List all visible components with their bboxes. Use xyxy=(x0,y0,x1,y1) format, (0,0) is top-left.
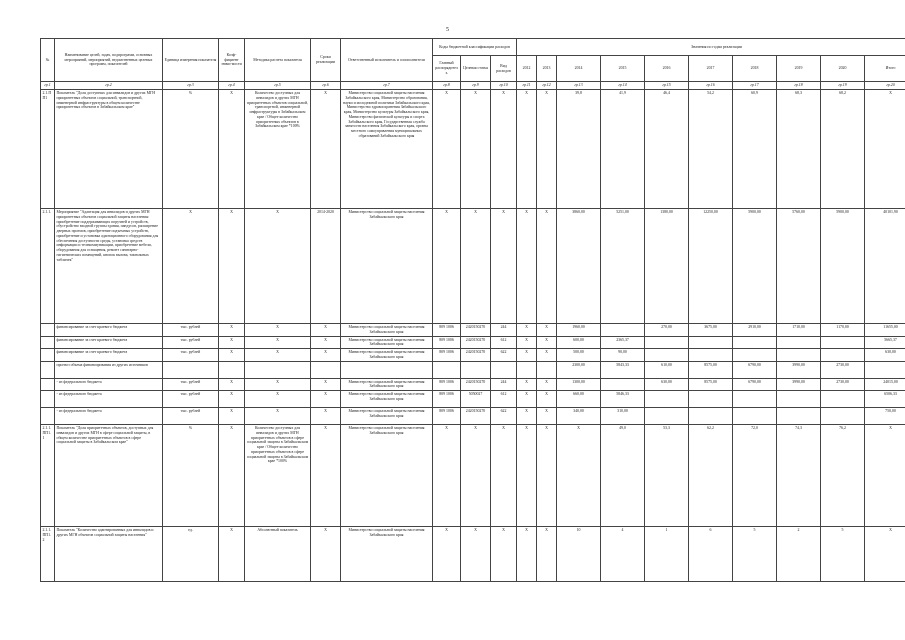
row-unit: тыс. рублей xyxy=(163,378,219,391)
row-coef: Х xyxy=(219,408,245,425)
row-term: Х xyxy=(311,527,341,582)
row-value-2020: 5 xyxy=(821,527,865,582)
row-value-2020: 5900,00 xyxy=(821,209,865,324)
row-method: Количество доступных для инвалидов и других МГН приоритетных объектов в сфере социальной защиты в Забайкальском крае / Общее количество приоритетных объектов в сфере социальной защиты в Забайкальском крае *100% xyxy=(245,425,311,527)
row-budget-type: 244 xyxy=(491,378,517,391)
row-value-2012: Х xyxy=(517,336,537,349)
row-unit: % xyxy=(163,425,219,527)
row-budget-type: 622 xyxy=(491,408,517,425)
row-budget-admin: Х xyxy=(433,425,461,527)
row-total: 40101,90 xyxy=(865,209,905,324)
row-value-2017: 6 xyxy=(689,527,733,582)
header-budget-codes: Коды бюджетной классификации расходов xyxy=(433,39,517,56)
row-value-2018: 5 xyxy=(733,527,777,582)
row-name: Показатель "Доля доступных для инвалидов и других МГН приоритетных объектов социальной, транспортной, инженерной инфраструктуры в общем количестве приоритетных объектов в Забайкальском крае" xyxy=(55,90,163,209)
column-number: гр.14 xyxy=(601,82,645,90)
row-number: 2.1.ПП1 xyxy=(41,90,55,209)
row-value-2015: 41,9 xyxy=(601,90,645,209)
header-coef: Коэф-фициент значи-мости xyxy=(219,39,245,82)
row-budget-target: Х xyxy=(461,527,491,582)
row-executor: Министерство социальной защиты населения Забайкальского края, Министерство образования, науки и молодежной политики Забайкальского края, Министерство здравоохранения Забайкальского края, Министерство культуры Забайкальского края, Министерство физической культуры и спорта Забайкальского края, Государственная служба занятости населения Забайкальского края, органы местного самоуправления муниципальных образований Забайкальского края xyxy=(341,90,433,209)
row-value-2012: Х xyxy=(517,391,537,408)
row-value-2019 xyxy=(777,391,821,408)
column-number: гр.8 xyxy=(433,82,461,90)
column-number: гр.3 xyxy=(163,82,219,90)
row-value-2019: 74,3 xyxy=(777,425,821,527)
row-value-2017 xyxy=(689,391,733,408)
row-value-2015 xyxy=(601,378,645,391)
row-unit: % xyxy=(163,90,219,209)
column-number: гр.4 xyxy=(219,82,245,90)
row-coef: Х xyxy=(219,349,245,362)
column-number: гр.10 xyxy=(491,82,517,90)
row-value-2016: 46,4 xyxy=(645,90,689,209)
column-number: гр.16 xyxy=(689,82,733,90)
row-term: Х xyxy=(311,336,341,349)
column-number: гр.12 xyxy=(537,82,557,90)
row-value-2017 xyxy=(689,349,733,362)
row-budget-target: 2420150270 xyxy=(461,336,491,349)
row-total: 5665,37 xyxy=(865,336,905,349)
header-budget-target: Целевая статья xyxy=(461,56,491,82)
row-unit: тыс. рублей xyxy=(163,336,219,349)
header-year: 2020 xyxy=(821,56,865,82)
row-budget-type: Х xyxy=(491,209,517,324)
row-value-2020: 2730,00 xyxy=(821,378,865,391)
header-year: 2018 xyxy=(733,56,777,82)
row-executor: Министерство социальной защиты населения Забайкальского края xyxy=(341,391,433,408)
row-term: Х xyxy=(311,90,341,209)
row-value-2017: 62,2 xyxy=(689,425,733,527)
row-value-2014: 2300,00 xyxy=(557,361,601,378)
header-year: 2013 xyxy=(537,56,557,82)
row-value-2014: 600,00 xyxy=(557,336,601,349)
row-value-2020: 76,2 xyxy=(821,425,865,527)
header-year: 2017 xyxy=(689,56,733,82)
row-value-2013: Х xyxy=(537,391,557,408)
row-value-2018: 5900,00 xyxy=(733,209,777,324)
row-budget-admin: Х xyxy=(433,527,461,582)
row-budget-target: 5050027 xyxy=(461,391,491,408)
row-budget-admin: 809 1006 xyxy=(433,349,461,362)
header-unit: Единица измерения показателя xyxy=(163,39,219,82)
row-value-2020 xyxy=(821,336,865,349)
row-value-2013: Х xyxy=(537,378,557,391)
funding-row xyxy=(41,378,905,391)
row-value-2012: Х xyxy=(517,90,537,209)
row-method: Х xyxy=(245,209,311,324)
row-budget-type: Х xyxy=(491,527,517,582)
funding-row xyxy=(41,349,905,362)
row-number xyxy=(41,324,55,337)
row-value-2016: 1 xyxy=(645,527,689,582)
row-name: Показатель "Доля приоритетных объектов, доступных для инвалидов и других МГН в сфере социальной защиты, в общем количестве приоритетных объектов в сфере социальной защиты в Забайкальском крае" xyxy=(55,425,163,527)
header-exec: Ответственный исполнитель и соисполнители xyxy=(341,39,433,82)
row-method: Х xyxy=(245,408,311,425)
row-total: 11655,00 xyxy=(865,324,905,337)
row-value-2016: 610,00 xyxy=(645,361,689,378)
header-budget-admin: Главный распорядитель xyxy=(433,56,461,82)
row-value-2017 xyxy=(689,408,733,425)
row-term: Х xyxy=(311,349,341,362)
row-value-2018 xyxy=(733,336,777,349)
row-value-2020 xyxy=(821,408,865,425)
row-name: - из федерального бюджета xyxy=(55,378,163,391)
header-name: Наименование целей, задач, подпрограмм, основных мероприятий, мероприятий, ведомственных целевых программ, показателей xyxy=(55,39,163,82)
row-number xyxy=(41,336,55,349)
row-coef: Х xyxy=(219,527,245,582)
row-coef: Х xyxy=(219,425,245,527)
row-budget-type: 612 xyxy=(491,336,517,349)
row-method: Количество доступных для инвалидов и других МГН приоритетных объектов социальной, транспортной, инженерной инфраструктуры в Забайкальском крае / Общее количество приоритетных объектов в Забайкальском крае *100% xyxy=(245,90,311,209)
row-coef: Х xyxy=(219,378,245,391)
row-number xyxy=(41,349,55,362)
row-coef: Х xyxy=(219,336,245,349)
row-coef: Х xyxy=(219,90,245,209)
row-value-2019: 3990,00 xyxy=(777,378,821,391)
row-method: Х xyxy=(245,391,311,408)
row-value-2014: 340,00 xyxy=(557,408,601,425)
row-value-2015: 90,00 xyxy=(601,349,645,362)
row-value-2017: 12250,00 xyxy=(689,209,733,324)
column-number: гр.1 xyxy=(41,82,55,90)
row-unit: тыс. рублей xyxy=(163,324,219,337)
row-value-2015: 2365,37 xyxy=(601,336,645,349)
row-value-2012: Х xyxy=(517,349,537,362)
header-total: Итого xyxy=(865,56,905,82)
row-value-2020 xyxy=(821,349,865,362)
row-value-2016: 270,00 xyxy=(645,324,689,337)
row-value-2013: Х xyxy=(537,425,557,527)
row-value-2014: 660,00 xyxy=(557,391,601,408)
row-value-2020: 1170,00 xyxy=(821,324,865,337)
header-year: 2015 xyxy=(601,56,645,82)
row-term: Х xyxy=(311,391,341,408)
table-row xyxy=(41,425,905,527)
row-value-2018: 6790,00 xyxy=(733,378,777,391)
row-number xyxy=(41,391,55,408)
row-value-2020: 68,2 xyxy=(821,90,865,209)
row-value-2016 xyxy=(645,391,689,408)
row-value-2014: 1960,00 xyxy=(557,324,601,337)
row-unit: тыс. рублей xyxy=(163,408,219,425)
header-year: 2012 xyxy=(517,56,537,82)
row-name: финансирование за счет краевого бюджета xyxy=(55,336,163,349)
column-number: гр.15 xyxy=(645,82,689,90)
row-value-2013: Х xyxy=(537,90,557,209)
row-value-2017 xyxy=(689,336,733,349)
row-budget-admin: Х xyxy=(433,209,461,324)
column-number: гр.13 xyxy=(557,82,601,90)
column-number: гр.11 xyxy=(517,82,537,90)
row-total: Х xyxy=(865,527,905,582)
row-value-2013: Х xyxy=(537,408,557,425)
row-value-2012: Х xyxy=(517,527,537,582)
row-budget-type: Х xyxy=(491,90,517,209)
row-value-2013: Х xyxy=(537,349,557,362)
row-name: финансирование за счет краевого бюджета xyxy=(55,324,163,337)
row-unit: тыс. рублей xyxy=(163,349,219,362)
row-term: Х xyxy=(311,408,341,425)
row-value-2018 xyxy=(733,408,777,425)
row-coef: Х xyxy=(219,209,245,324)
row-name: - из федерального бюджета xyxy=(55,391,163,408)
row-value-2014: 39,8 xyxy=(557,90,601,209)
row-budget-admin: Х xyxy=(433,90,461,209)
row-value-2018: 6790,00 xyxy=(733,361,777,378)
row-value-2015 xyxy=(601,324,645,337)
row-total: 6506,33 xyxy=(865,391,905,408)
row-unit: тыс. рублей xyxy=(163,391,219,408)
row-value-2012: Х xyxy=(517,209,537,324)
row-value-2016 xyxy=(645,408,689,425)
header-row xyxy=(41,39,905,56)
row-value-2016: 630,00 xyxy=(645,378,689,391)
row-value-2019 xyxy=(777,408,821,425)
row-budget-target: Х xyxy=(461,90,491,209)
row-budget-type: 622 xyxy=(491,349,517,362)
row-name: прогноз объема финансирования из других источников xyxy=(55,361,163,378)
row-value-2012: Х xyxy=(517,408,537,425)
row-value-2018: 2910,00 xyxy=(733,324,777,337)
row-method: Х xyxy=(245,378,311,391)
row-budget-target: 2420150270 xyxy=(461,378,491,391)
header-num: № xyxy=(41,39,55,82)
row-budget-admin: 809 1006 xyxy=(433,378,461,391)
row-value-2013: Х xyxy=(537,527,557,582)
row-total: 750,00 xyxy=(865,408,905,425)
row-value-2014: 500,00 xyxy=(557,349,601,362)
row-value-2018 xyxy=(733,349,777,362)
row-value-2016 xyxy=(645,336,689,349)
row-value-2015: 4 xyxy=(601,527,645,582)
header-term: Сроки реализации xyxy=(311,39,341,82)
row-value-2014: 1300,00 xyxy=(557,378,601,391)
row-budget-target: Х xyxy=(461,425,491,527)
row-method: Х xyxy=(245,349,311,362)
row-number xyxy=(41,378,55,391)
row-value-2016: 53,3 xyxy=(645,425,689,527)
row-executor: Министерство социальной защиты населения Забайкальского края xyxy=(341,527,433,582)
row-value-2019 xyxy=(777,336,821,349)
row-name: Мероприятие "Адаптация для инвалидов и других МГН приоритетных объектов социальной защиты населения: приобретение поддерживающих поручней и устройств, обустройство входной группы здания, пандусов, расширение дверных проемов, приобретение подъемных устройств, приобретение и установка адаптационного оборудования для обеспечения доступности среды, установка средств информации и телекоммуникации, приобретение мебели, оборудования для оснащения, ремонт санитарно-гигиенических помещений, кнопок вызова, тактильных табличек" xyxy=(55,209,163,324)
row-executor: Министерство социальной защиты населения Забайкальского края xyxy=(341,349,433,362)
column-number: гр.17 xyxy=(733,82,777,90)
page-number: 5 xyxy=(446,27,449,33)
row-value-2018: 60,9 xyxy=(733,90,777,209)
row-budget-admin: 809 1006 xyxy=(433,391,461,408)
row-budget-type: 612 xyxy=(491,391,517,408)
header-method: Методика расчета показателя xyxy=(245,39,311,82)
row-unit: Х xyxy=(163,209,219,324)
row-number: 2.1.1.ПП1.2 xyxy=(41,527,55,582)
column-number: гр.20 xyxy=(865,82,905,90)
row-number: 2.1.1. xyxy=(41,209,55,324)
row-method: Абсолютный показатель xyxy=(245,527,311,582)
row-budget-type: Х xyxy=(491,425,517,527)
column-number: гр.2 xyxy=(55,82,163,90)
table-row xyxy=(41,527,905,582)
row-value-2019: 2 xyxy=(777,527,821,582)
row-method: Х xyxy=(245,324,311,337)
row-value-2017: 8575,00 xyxy=(689,378,733,391)
row-value-2017: 54,2 xyxy=(689,90,733,209)
row-executor: Министерство социальной защиты населения Забайкальского края xyxy=(341,425,433,527)
row-value-2016 xyxy=(645,349,689,362)
funding-row xyxy=(41,336,905,349)
row-number xyxy=(41,408,55,425)
row-coef: Х xyxy=(219,324,245,337)
row-value-2018 xyxy=(733,391,777,408)
row-value-2014: 3860,00 xyxy=(557,209,601,324)
row-value-2012: Х xyxy=(517,425,537,527)
row-value-2014: 10 xyxy=(557,527,601,582)
row-value-2013: Х xyxy=(537,336,557,349)
row-value-2019: 5760,00 xyxy=(777,209,821,324)
row-value-2015: 5846,33 xyxy=(601,391,645,408)
column-number: гр.9 xyxy=(461,82,491,90)
header-year: 2016 xyxy=(645,56,689,82)
row-value-2013: Х xyxy=(537,209,557,324)
row-executor: Министерство социальной защиты населения Забайкальского края xyxy=(341,324,433,337)
row-total: 630,00 xyxy=(865,349,905,362)
row-name: финансирование за счет краевого бюджета xyxy=(55,349,163,362)
row-number: 2.1.1.ПП1.1 xyxy=(41,425,55,527)
row-budget-target: 2420150270 xyxy=(461,408,491,425)
row-value-2015: 5843,33 xyxy=(601,361,645,378)
table-row xyxy=(41,209,905,324)
column-number: гр.7 xyxy=(341,82,433,90)
row-budget-target: 2420150270 xyxy=(461,349,491,362)
row-name: - из федерального бюджета xyxy=(55,408,163,425)
funding-row xyxy=(41,324,905,337)
row-executor: Министерство социальной защиты населения Забайкальского края xyxy=(341,336,433,349)
funding-row xyxy=(41,361,905,378)
header-year: 2019 xyxy=(777,56,821,82)
row-total: 24015,00 xyxy=(865,378,905,391)
row-value-2017: 8575,00 xyxy=(689,361,733,378)
row-term: Х xyxy=(311,324,341,337)
header-year-values: Значения по годам реализации xyxy=(517,39,905,56)
row-value-2020: 2730,00 xyxy=(821,361,865,378)
row-term: Х xyxy=(311,378,341,391)
row-executor: Министерство социальной защиты населения Забайкальского края xyxy=(341,378,433,391)
table-row xyxy=(41,90,905,209)
row-value-2019: 68,3 xyxy=(777,90,821,209)
column-number: гр.6 xyxy=(311,82,341,90)
row-term: Х xyxy=(311,425,341,527)
row-total: Х xyxy=(865,90,905,209)
row-value-2018: 72,0 xyxy=(733,425,777,527)
column-number-row xyxy=(41,82,905,90)
row-budget-target: 2420150270 xyxy=(461,324,491,337)
row-value-2012: Х xyxy=(517,378,537,391)
row-budget-admin: 809 1006 xyxy=(433,324,461,337)
row-value-2015: 5251,00 xyxy=(601,209,645,324)
row-value-2019: 3990,00 xyxy=(777,361,821,378)
row-executor: Министерство социальной защиты населения Забайкальского края xyxy=(341,408,433,425)
column-number: гр.5 xyxy=(245,82,311,90)
row-value-2013: Х xyxy=(537,324,557,337)
row-coef: Х xyxy=(219,391,245,408)
row-value-2019: 1710,00 xyxy=(777,324,821,337)
row-number xyxy=(41,361,55,378)
row-value-2015: 310,00 xyxy=(601,408,645,425)
row-budget-type: 244 xyxy=(491,324,517,337)
program-table xyxy=(40,38,905,582)
row-budget-admin: 809 1006 xyxy=(433,408,461,425)
row-value-2017: 3675,00 xyxy=(689,324,733,337)
row-unit: ед. xyxy=(163,527,219,582)
row-value-2016: 1380,00 xyxy=(645,209,689,324)
row-value-2015: 49,0 xyxy=(601,425,645,527)
header-budget-type: Вид расходов xyxy=(491,56,517,82)
row-name: Показатель "Количество адаптированных для инвалидов и других МГН объектов социальной защиты населения" xyxy=(55,527,163,582)
row-method: Х xyxy=(245,336,311,349)
row-budget-admin: 809 1006 xyxy=(433,336,461,349)
header-year: 2014 xyxy=(557,56,601,82)
row-value-2020 xyxy=(821,391,865,408)
row-value-2014: Х xyxy=(557,425,601,527)
row-budget-target: Х xyxy=(461,209,491,324)
row-term: 2014-2020 xyxy=(311,209,341,324)
funding-row xyxy=(41,391,905,408)
row-executor: Министерство социальной защиты населения Забайкальского края xyxy=(341,209,433,324)
column-number: гр.19 xyxy=(821,82,865,90)
row-value-2012: Х xyxy=(517,324,537,337)
row-total: Х xyxy=(865,425,905,527)
funding-row xyxy=(41,408,905,425)
row-value-2019 xyxy=(777,349,821,362)
column-number: гр.18 xyxy=(777,82,821,90)
